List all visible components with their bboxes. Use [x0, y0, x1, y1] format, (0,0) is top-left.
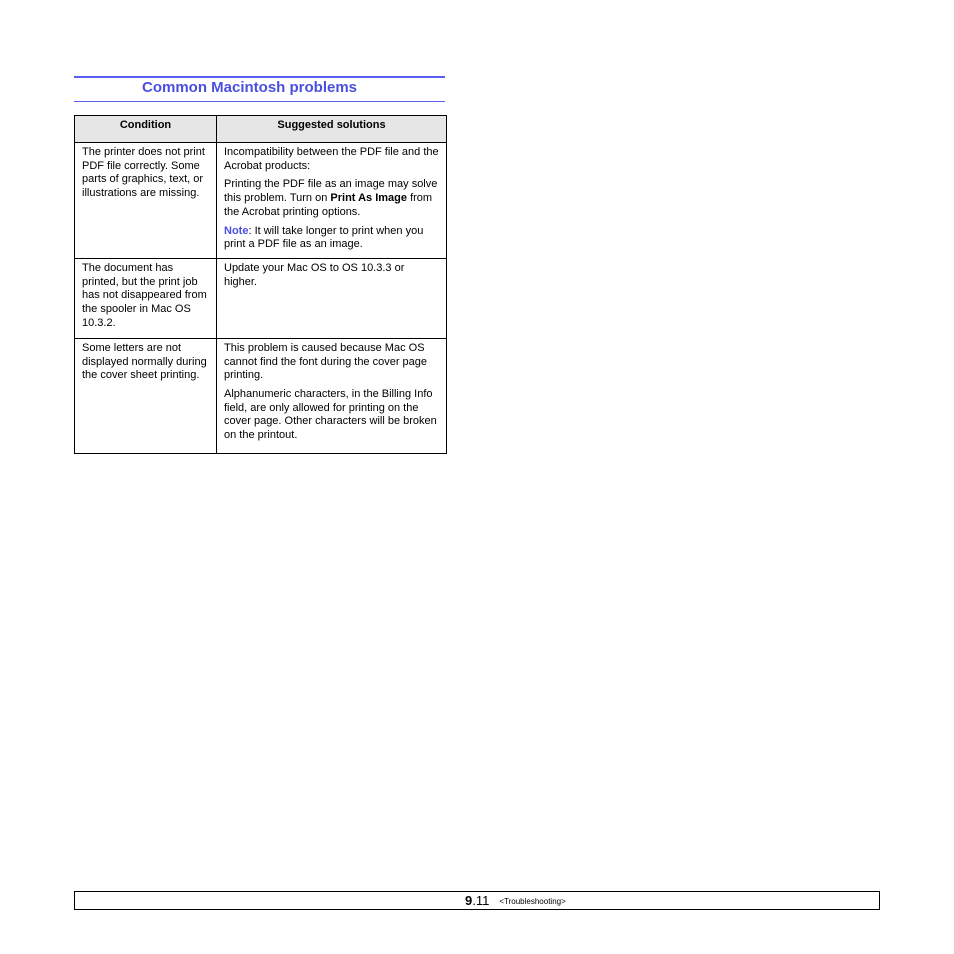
- solution-text: This problem is caused because Mac OS cannot find the font during the cover page printing.: [224, 341, 428, 382]
- chapter-label: <Troubleshooting>: [499, 897, 566, 906]
- note-label: Note: [224, 224, 249, 237]
- option-name: Print As Image: [330, 192, 408, 205]
- condition-text: Some letters are not displayed normally during the cover sheet printing.: [82, 341, 207, 382]
- column-header-solutions: Suggested solutions: [217, 116, 447, 143]
- condition-cell: [75, 143, 217, 259]
- page-number: [465, 893, 566, 908]
- condition-text: The printer does not print PDF file correctly. Some parts of graphics, text, or illustrations are missing.: [82, 146, 205, 200]
- solution-text: Alphanumeric characters, in the Billing Info field, are only allowed for printing on the cover page. Other characters will be broken on the printout.: [224, 388, 437, 442]
- table-header-row: [75, 116, 447, 143]
- page-suffix: .11: [472, 893, 490, 908]
- section-title: Common Macintosh problems: [142, 79, 358, 96]
- column-header-condition: Condition: [75, 116, 217, 143]
- section-header: [74, 76, 445, 102]
- troubleshooting-table: [74, 115, 447, 454]
- solution-cell: [217, 143, 447, 259]
- solution-text: [224, 178, 440, 219]
- solution-text-part: from the Acrobat printing options.: [224, 192, 433, 218]
- note-text: [224, 225, 440, 252]
- note-body: : It will take longer to print when you print a PDF file as an image.: [224, 224, 424, 251]
- condition-text: The document has printed, but the print job has not disappeared from the spooler in Mac OS 10.3.2.: [82, 261, 207, 329]
- table-row: [75, 338, 447, 453]
- table-row: [75, 258, 447, 338]
- solution-text: Update your Mac OS to OS 10.3.3 or higher.: [224, 261, 405, 288]
- solution-cell: [217, 258, 447, 338]
- table-row: [75, 143, 447, 259]
- page-footer: [74, 891, 880, 910]
- condition-cell: [75, 338, 217, 453]
- solution-text-part: Printing the PDF file as an image may solve this problem. Turn on: [224, 178, 438, 205]
- solution-cell: [217, 338, 447, 453]
- solution-text: Incompatibility between the PDF file and the Acrobat products:: [224, 146, 439, 172]
- condition-cell: [75, 258, 217, 338]
- chapter-number: 9: [465, 893, 473, 908]
